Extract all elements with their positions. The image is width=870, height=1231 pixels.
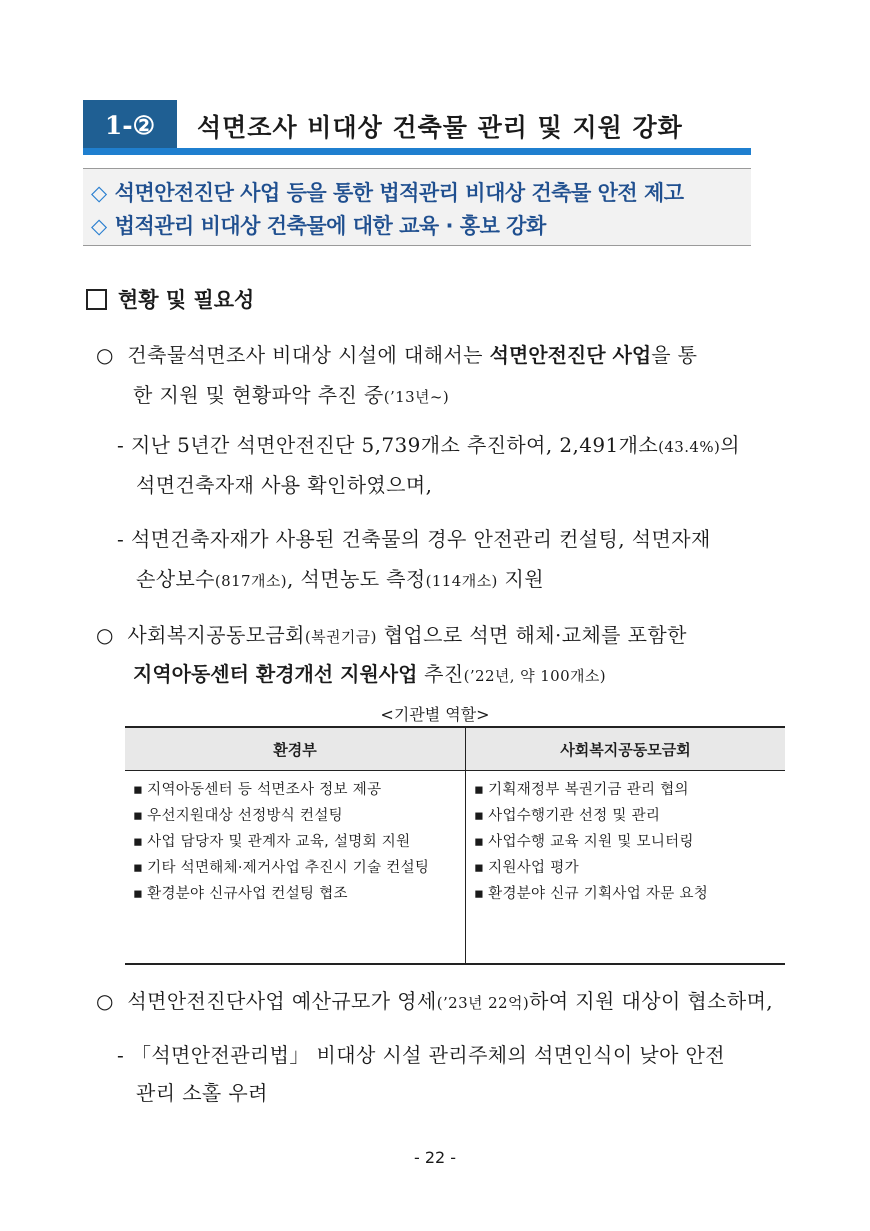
table-header-fund: 사회복지공동모금회	[466, 727, 786, 771]
list-item: ▪ 기획재정부 복권기금 관리 협의	[474, 777, 785, 803]
summary-line-2: ◇ 법적관리 비대상 건축물에 대한 교육 · 홍보 강화	[91, 214, 546, 238]
paragraph-1: ○ 건축물석면조사 비대상 시설에 대해서는 석면안전진단 사업을 통	[96, 343, 698, 367]
paragraph-1-line-2: 한 지원 및 현황파악 추진 중(’13년~)	[133, 383, 450, 407]
summary-box	[83, 168, 751, 246]
summary-line-1: ◇ 석면안전진단 사업 등을 통한 법적관리 비대상 건축물 안전 제고	[91, 181, 684, 205]
dash-bullet: -	[117, 433, 125, 457]
page-number: - 22 -	[413, 1148, 457, 1167]
dash-bullet: -	[117, 527, 125, 551]
table-header-ministry: 환경부	[125, 727, 466, 771]
list-item: ▪ 사업수행기관 선정 및 관리	[474, 803, 785, 829]
table-cell-fund	[466, 771, 786, 965]
section-underline	[83, 148, 751, 155]
paragraph-6-line-2: 관리 소홀 우려	[136, 1081, 268, 1105]
paragraph-6: - 「석면안전관리법」 비대상 시설 관리주체의 석면인식이 낮아 안전	[117, 1043, 726, 1067]
section-header	[83, 100, 751, 155]
list-item: ▪ 환경분야 신규사업 컨설팅 협조	[133, 881, 465, 907]
list-item: ▪ 사업수행 교육 지원 및 모니터링	[474, 829, 785, 855]
paragraph-5: ○ 석면안전진단사업 예산규모가 영세(’23년 22억)하여 지원 대상이 협소하며,	[96, 989, 774, 1013]
checkbox-square-icon	[86, 289, 107, 310]
paragraph-4-line-2: 지역아동센터 환경개선 지원사업 추진(’22년, 약 100개소)	[133, 662, 607, 686]
list-item: ▪ 지원사업 평가	[474, 855, 785, 881]
diamond-icon: ◇	[91, 214, 107, 238]
paragraph-3: - 석면건축자재가 사용된 건축물의 경우 안전관리 컨설팅, 석면자재	[117, 527, 711, 551]
paragraph-4: ○ 사회복지공동모금회(복권기금) 협업으로 석면 해체·교체를 포함한	[96, 623, 687, 647]
paragraph-2: - 지난 5년간 석면안전진단 5,739개소 추진하여, 2,491개소(43.4%)의	[117, 433, 740, 457]
section-title: 석면조사 비대상 건축물 관리 및 지원 강화	[197, 113, 683, 142]
list-item: ▪ 환경분야 신규 기획사업 자문 요청	[474, 881, 785, 907]
circle-bullet: ○	[96, 623, 114, 647]
subheading: 현황 및 필요성	[86, 284, 254, 314]
roles-table	[125, 726, 785, 965]
dash-bullet: -	[117, 1043, 125, 1067]
circle-bullet: ○	[96, 989, 114, 1013]
paragraph-3-line-2: 손상보수(817개소), 석면농도 측정(114개소) 지원	[136, 567, 544, 591]
table-caption: <기관별 역할>	[380, 705, 490, 724]
list-item: ▪ 우선지원대상 선정방식 컨설팅	[133, 803, 465, 829]
section-number: 1-②	[83, 100, 177, 150]
diamond-icon: ◇	[91, 181, 107, 205]
list-item: ▪ 지역아동센터 등 석면조사 정보 제공	[133, 777, 465, 803]
list-item: ▪ 사업 담당자 및 관계자 교육, 설명회 지원	[133, 829, 465, 855]
paragraph-2-line-2: 석면건축자재 사용 확인하였으며,	[136, 473, 433, 497]
circle-bullet: ○	[96, 343, 114, 367]
list-item: ▪ 기타 석면해체·제거사업 추진시 기술 컨설팅	[133, 855, 465, 881]
table-cell-ministry	[125, 771, 466, 965]
